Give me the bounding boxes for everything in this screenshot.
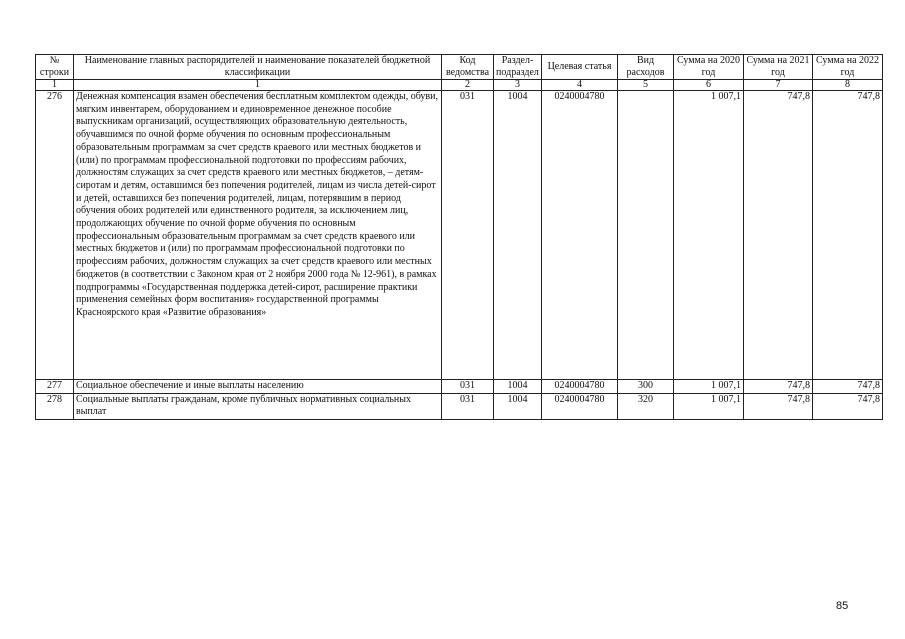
row-section: 1004 bbox=[494, 91, 542, 380]
header-row-no: № строки bbox=[36, 55, 74, 80]
column-number-row bbox=[36, 80, 883, 91]
row-sum-2021: 747,8 bbox=[744, 91, 813, 380]
row-name: Социальное обеспечение и иные выплаты населению bbox=[74, 380, 442, 394]
header-sum-2021: Сумма на 2021 год bbox=[744, 55, 813, 80]
row-number: 276 bbox=[36, 91, 74, 380]
row-sum-2021: 747,8 bbox=[744, 393, 813, 419]
row-name: Денежная компенсация взамен обеспечения бесплатным комплектом одежды, обуви, мягким инвентарем, оборудованием и единовременное денежное пособие выпускникам организаций, осуществляющих образовательную деятельность, обучавшимся по очной форме обучения по основным профессиональным образовательным программам за счет средств краевого или местных бюджетов и (или) по программам профессиональной подготовки по профессиям рабочих, должностям служащих за счет средств краевого или местных бюджетов, – детям-сиротам и детям, оставшимся без попечения родителей, лицам из числа детей-сирот и детей, оставшихся без попечения родителей, лицам, потерявшим в период обучения обоих родителей или единственного родителя, за исключением лиц, продолжающих обучение по очной форме обучения по основным профессиональным образовательным программам за счет средств краевого или местных бюджетов и (или) по программам профессиональной подготовки по профессиям рабочих, должностям служащих за счет средств краевого или местных бюджетов (в соответствии с Законом края от 2 ноября 2000 года № 12-961), в рамках подпрограммы «Государственная поддержка детей-сирот, расширение практики применения семейных форм воспитания» государственной программы Красноярского края «Развитие образования» bbox=[74, 91, 442, 380]
row-sum-2022: 747,8 bbox=[813, 380, 883, 394]
row-section: 1004 bbox=[494, 393, 542, 419]
table-row bbox=[36, 91, 883, 380]
row-target: 0240004780 bbox=[542, 380, 618, 394]
row-number: 278 bbox=[36, 393, 74, 419]
row-section: 1004 bbox=[494, 380, 542, 394]
header-code: Код ведомства bbox=[442, 55, 494, 80]
row-expense-type: 300 bbox=[618, 380, 674, 394]
column-number: 8 bbox=[813, 80, 883, 91]
row-expense-type: 320 bbox=[618, 393, 674, 419]
table-row bbox=[36, 393, 883, 419]
row-target: 0240004780 bbox=[542, 91, 618, 380]
column-number: 3 bbox=[494, 80, 542, 91]
column-number: 6 bbox=[674, 80, 744, 91]
row-sum-2022: 747,8 bbox=[813, 393, 883, 419]
header-sum-2020: Сумма на 2020 год bbox=[674, 55, 744, 80]
column-number: 4 bbox=[542, 80, 618, 91]
header-target: Целевая статья bbox=[542, 55, 618, 80]
row-sum-2020: 1 007,1 bbox=[674, 380, 744, 394]
page-number: 85 bbox=[836, 600, 849, 612]
row-code: 031 bbox=[442, 393, 494, 419]
header-name: Наименование главных распорядителей и наименование показателей бюджетной классификации bbox=[74, 55, 442, 80]
column-number: 1 bbox=[74, 80, 442, 91]
row-target: 0240004780 bbox=[542, 393, 618, 419]
header-row bbox=[36, 55, 883, 80]
row-sum-2020: 1 007,1 bbox=[674, 393, 744, 419]
row-code: 031 bbox=[442, 91, 494, 380]
row-name: Социальные выплаты гражданам, кроме публичных нормативных социальных выплат bbox=[74, 393, 442, 419]
budget-table bbox=[35, 54, 883, 420]
header-expense-type: Вид расходов bbox=[618, 55, 674, 80]
header-sum-2022: Сумма на 2022 год bbox=[813, 55, 883, 80]
column-number: 1 bbox=[36, 80, 74, 91]
row-expense-type bbox=[618, 91, 674, 380]
row-code: 031 bbox=[442, 380, 494, 394]
column-number: 5 bbox=[618, 80, 674, 91]
header-section: Раздел-подраздел bbox=[494, 55, 542, 80]
table-row bbox=[36, 380, 883, 394]
column-number: 2 bbox=[442, 80, 494, 91]
row-sum-2020: 1 007,1 bbox=[674, 91, 744, 380]
column-number: 7 bbox=[744, 80, 813, 91]
row-sum-2021: 747,8 bbox=[744, 380, 813, 394]
row-number: 277 bbox=[36, 380, 74, 394]
row-sum-2022: 747,8 bbox=[813, 91, 883, 380]
